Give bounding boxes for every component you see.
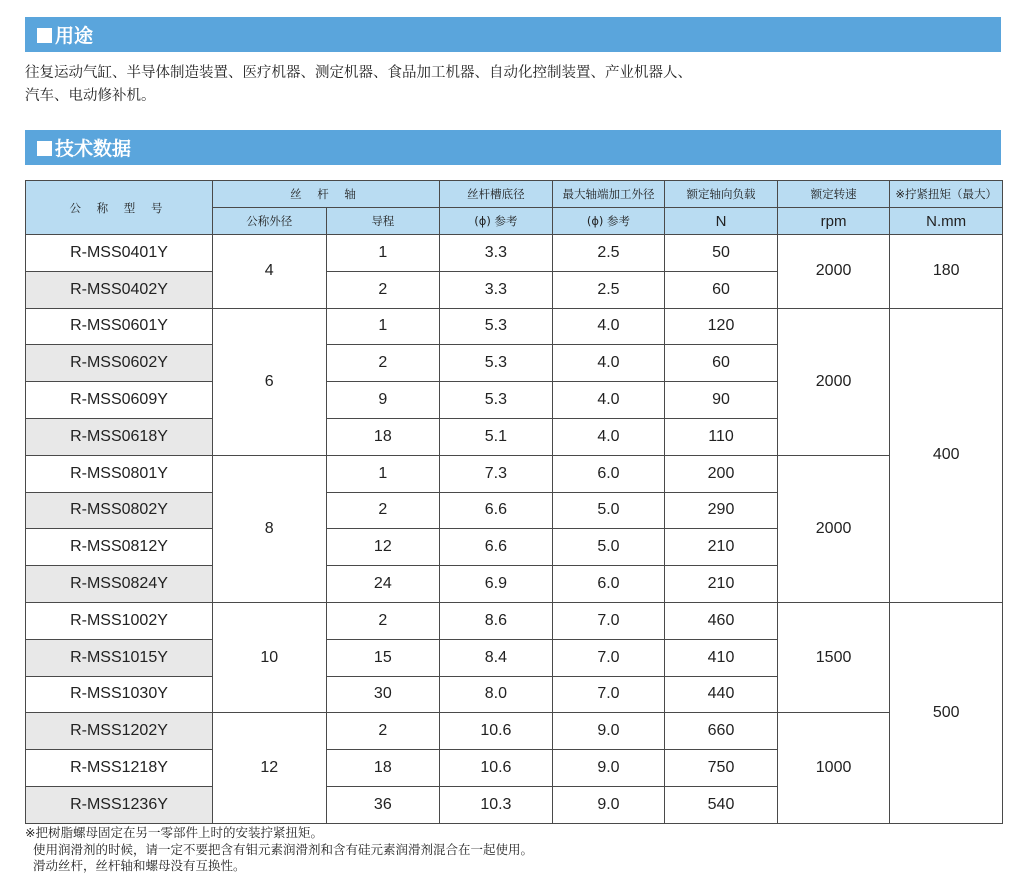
cell-lead: 2 bbox=[326, 602, 440, 639]
spec-table bbox=[25, 180, 1003, 824]
cell-rated-load: 540 bbox=[665, 786, 778, 823]
header-rated-load-unit: N bbox=[665, 208, 778, 235]
cell-rated-load: 60 bbox=[665, 345, 778, 382]
table-row bbox=[26, 455, 1003, 492]
cell-model: R-MSS0602Y bbox=[26, 345, 213, 382]
cell-model: R-MSS1218Y bbox=[26, 750, 213, 787]
cell-max-end-od: 9.0 bbox=[552, 786, 665, 823]
header-max-end-od: 最大轴端加工外径 bbox=[552, 181, 665, 208]
cell-max-end-od: 2.5 bbox=[552, 271, 665, 308]
header-rated-speed-unit: rpm bbox=[777, 208, 890, 235]
header-nominal-od: 公称外径 bbox=[212, 208, 326, 235]
cell-rated-load: 290 bbox=[665, 492, 778, 529]
cell-max-end-od: 2.5 bbox=[552, 235, 665, 272]
cell-model: R-MSS1002Y bbox=[26, 602, 213, 639]
cell-root-dia: 10.3 bbox=[440, 786, 553, 823]
cell-lead: 30 bbox=[326, 676, 440, 713]
cell-lead: 9 bbox=[326, 382, 440, 419]
cell-lead: 2 bbox=[326, 271, 440, 308]
cell-max-end-od: 9.0 bbox=[552, 750, 665, 787]
usage-paragraph bbox=[25, 62, 1005, 108]
header-torque: ※拧紧扭矩（最大） bbox=[890, 181, 1003, 208]
cell-model: R-MSS0618Y bbox=[26, 418, 213, 455]
cell-rated-load: 60 bbox=[665, 271, 778, 308]
cell-model: R-MSS0401Y bbox=[26, 235, 213, 272]
cell-lead: 1 bbox=[326, 308, 440, 345]
cell-lead: 2 bbox=[326, 713, 440, 750]
header-rated-load: 额定轴向负载 bbox=[665, 181, 778, 208]
cell-lead: 2 bbox=[326, 492, 440, 529]
footnote-line: 滑动丝杆，丝杆轴和螺母没有互换性。 bbox=[25, 858, 246, 873]
header-lead: 导程 bbox=[326, 208, 440, 235]
cell-root-dia: 6.6 bbox=[440, 492, 553, 529]
cell-root-dia: 5.1 bbox=[440, 418, 553, 455]
cell-model: R-MSS1202Y bbox=[26, 713, 213, 750]
footnotes bbox=[25, 825, 533, 875]
header-root-dia-ref: (ϕ) 参考 bbox=[440, 208, 553, 235]
cell-root-dia: 6.6 bbox=[440, 529, 553, 566]
cell-model: R-MSS0801Y bbox=[26, 455, 213, 492]
cell-model: R-MSS0824Y bbox=[26, 566, 213, 603]
cell-max-end-od: 7.0 bbox=[552, 602, 665, 639]
cell-rated-load: 120 bbox=[665, 308, 778, 345]
cell-rated-speed: 2000 bbox=[777, 235, 890, 309]
cell-rated-load: 90 bbox=[665, 382, 778, 419]
cell-nominal-od: 10 bbox=[212, 602, 326, 712]
section-title: 技术数据 bbox=[55, 138, 132, 160]
cell-rated-load: 660 bbox=[665, 713, 778, 750]
cell-max-end-od: 6.0 bbox=[552, 455, 665, 492]
cell-root-dia: 3.3 bbox=[440, 235, 553, 272]
cell-model: R-MSS1236Y bbox=[26, 786, 213, 823]
cell-rated-load: 210 bbox=[665, 529, 778, 566]
cell-root-dia: 7.3 bbox=[440, 455, 553, 492]
cell-model: R-MSS0601Y bbox=[26, 308, 213, 345]
usage-line: 汽车、电动修补机。 bbox=[25, 88, 156, 104]
cell-root-dia: 8.4 bbox=[440, 639, 553, 676]
cell-torque: 180 bbox=[890, 235, 1003, 309]
cell-torque: 500 bbox=[890, 602, 1003, 823]
cell-lead: 1 bbox=[326, 235, 440, 272]
section-title: 用途 bbox=[55, 25, 94, 47]
footnote-line: ※把树脂螺母固定在另一零部件上时的安装拧紧扭矩。 bbox=[25, 825, 323, 840]
cell-max-end-od: 7.0 bbox=[552, 676, 665, 713]
cell-model: R-MSS0609Y bbox=[26, 382, 213, 419]
cell-max-end-od: 5.0 bbox=[552, 529, 665, 566]
cell-max-end-od: 4.0 bbox=[552, 345, 665, 382]
table-row bbox=[26, 235, 1003, 272]
cell-root-dia: 5.3 bbox=[440, 308, 553, 345]
usage-line: 往复运动气缸、半导体制造装置、医疗机器、测定机器、食品加工机器、自动化控制装置、产业机器人、 bbox=[25, 65, 692, 81]
cell-root-dia: 6.9 bbox=[440, 566, 553, 603]
cell-rated-load: 200 bbox=[665, 455, 778, 492]
cell-max-end-od: 7.0 bbox=[552, 639, 665, 676]
footnote-line: 使用润滑剂的时候，请一定不要把含有钼元素润滑剂和含有硅元素润滑剂混合在一起使用。 bbox=[25, 841, 533, 857]
cell-nominal-od: 4 bbox=[212, 235, 326, 309]
cell-lead: 18 bbox=[326, 418, 440, 455]
section-header-specs bbox=[25, 130, 1001, 165]
cell-root-dia: 3.3 bbox=[440, 271, 553, 308]
cell-lead: 1 bbox=[326, 455, 440, 492]
cell-rated-load: 50 bbox=[665, 235, 778, 272]
cell-model: R-MSS1015Y bbox=[26, 639, 213, 676]
square-bullet-icon bbox=[37, 141, 52, 156]
cell-max-end-od: 4.0 bbox=[552, 382, 665, 419]
cell-rated-load: 410 bbox=[665, 639, 778, 676]
cell-max-end-od: 4.0 bbox=[552, 308, 665, 345]
cell-rated-speed: 2000 bbox=[777, 455, 890, 602]
cell-rated-speed: 1000 bbox=[777, 713, 890, 823]
cell-root-dia: 10.6 bbox=[440, 713, 553, 750]
cell-lead: 36 bbox=[326, 786, 440, 823]
cell-max-end-od: 4.0 bbox=[552, 418, 665, 455]
header-torque-unit: N.mm bbox=[890, 208, 1003, 235]
cell-model: R-MSS0812Y bbox=[26, 529, 213, 566]
cell-root-dia: 10.6 bbox=[440, 750, 553, 787]
cell-lead: 15 bbox=[326, 639, 440, 676]
cell-max-end-od: 5.0 bbox=[552, 492, 665, 529]
cell-rated-load: 110 bbox=[665, 418, 778, 455]
cell-rated-speed: 2000 bbox=[777, 308, 890, 455]
cell-model: R-MSS0402Y bbox=[26, 271, 213, 308]
header-max-end-od-ref: (ϕ) 参考 bbox=[552, 208, 665, 235]
cell-nominal-od: 12 bbox=[212, 713, 326, 823]
cell-rated-load: 460 bbox=[665, 602, 778, 639]
cell-root-dia: 8.6 bbox=[440, 602, 553, 639]
cell-root-dia: 8.0 bbox=[440, 676, 553, 713]
cell-rated-load: 210 bbox=[665, 566, 778, 603]
square-bullet-icon bbox=[37, 28, 52, 43]
cell-rated-load: 750 bbox=[665, 750, 778, 787]
cell-nominal-od: 6 bbox=[212, 308, 326, 455]
cell-max-end-od: 6.0 bbox=[552, 566, 665, 603]
header-root-dia: 丝杆槽底径 bbox=[440, 181, 553, 208]
section-header-usage bbox=[25, 17, 1001, 52]
cell-lead: 2 bbox=[326, 345, 440, 382]
cell-model: R-MSS1030Y bbox=[26, 676, 213, 713]
header-screw-shaft: 丝 杆 轴 bbox=[212, 181, 439, 208]
table-row bbox=[26, 602, 1003, 639]
header-rated-speed: 额定转速 bbox=[777, 181, 890, 208]
table-row bbox=[26, 308, 1003, 345]
header-model: 公 称 型 号 bbox=[26, 181, 213, 235]
table-row bbox=[26, 713, 1003, 750]
cell-rated-speed: 1500 bbox=[777, 602, 890, 712]
cell-lead: 24 bbox=[326, 566, 440, 603]
cell-root-dia: 5.3 bbox=[440, 382, 553, 419]
cell-lead: 18 bbox=[326, 750, 440, 787]
cell-root-dia: 5.3 bbox=[440, 345, 553, 382]
cell-nominal-od: 8 bbox=[212, 455, 326, 602]
cell-max-end-od: 9.0 bbox=[552, 713, 665, 750]
cell-rated-load: 440 bbox=[665, 676, 778, 713]
cell-torque: 400 bbox=[890, 308, 1003, 602]
cell-model: R-MSS0802Y bbox=[26, 492, 213, 529]
cell-lead: 12 bbox=[326, 529, 440, 566]
